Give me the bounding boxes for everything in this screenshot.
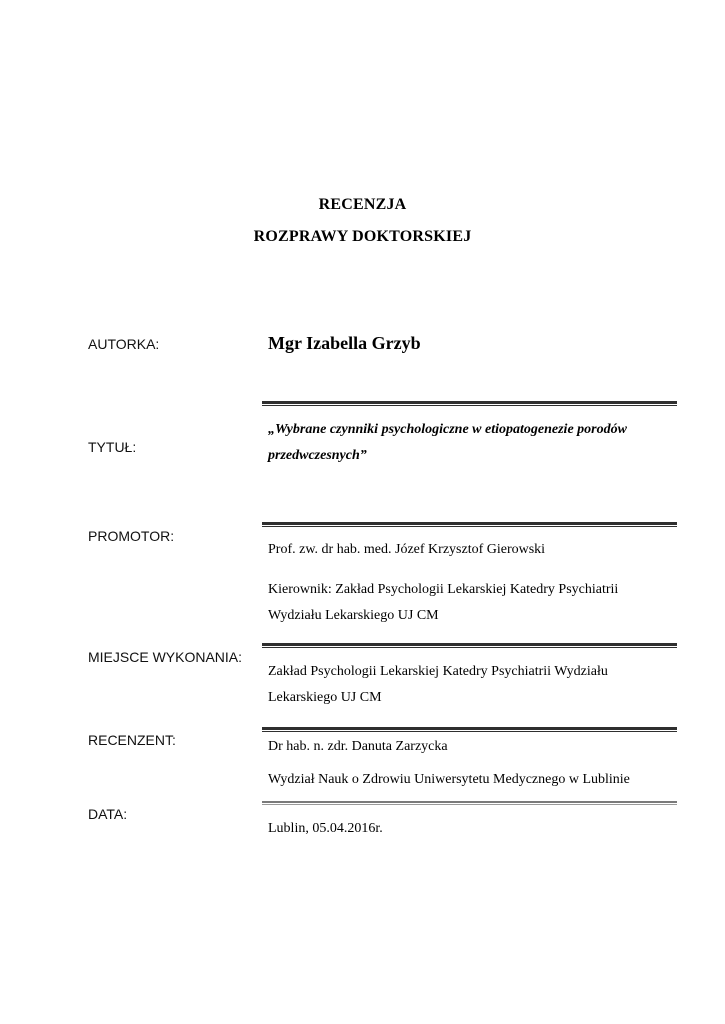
place-label: MIEJSCE WYKONANIA: [88,649,243,665]
author-label: AUTORKA: [88,336,160,352]
date-value: Lublin, 05.04.2016r. [268,821,383,836]
reviewer-affiliation: Wydział Nauk o Zdrowiu Uniwersytetu Medycznego w Lublinie [268,772,630,787]
reviewer-label: RECENZENT: [88,732,176,748]
separator-rule [262,401,677,406]
date-label: DATA: [88,806,128,822]
thesis-title: „Wybrane czynniki psychologiczne w etiopatogenezie porodów przedwczesnych” [268,422,627,463]
document-subtitle: ROZPRAWY DOKTORSKIEJ [253,228,472,245]
place-value: Zakład Psychologii Lekarskiej Katedry Psychiatrii Wydziału Lekarskiego UJ CM [268,664,608,705]
separator-rule [262,727,677,732]
promoter-position: Kierownik: Zakład Psychologii Lekarskiej Katedry Psychiatrii Wydziału Lekarskiego UJ CM [268,582,619,623]
reviewer-name: Dr hab. n. zdr. Danuta Zarzycka [268,739,448,754]
separator-rule [262,801,677,805]
separator-rule [262,522,677,527]
document-title: RECENZJA [318,196,407,213]
promoter-label: PROMOTOR: [88,528,175,544]
author-name: Mgr Izabella Grzyb [268,333,421,353]
promoter-name: Prof. zw. dr hab. med. Józef Krzysztof Gierowski [268,542,546,557]
title-label: TYTUŁ: [88,439,137,455]
separator-rule [262,643,677,648]
